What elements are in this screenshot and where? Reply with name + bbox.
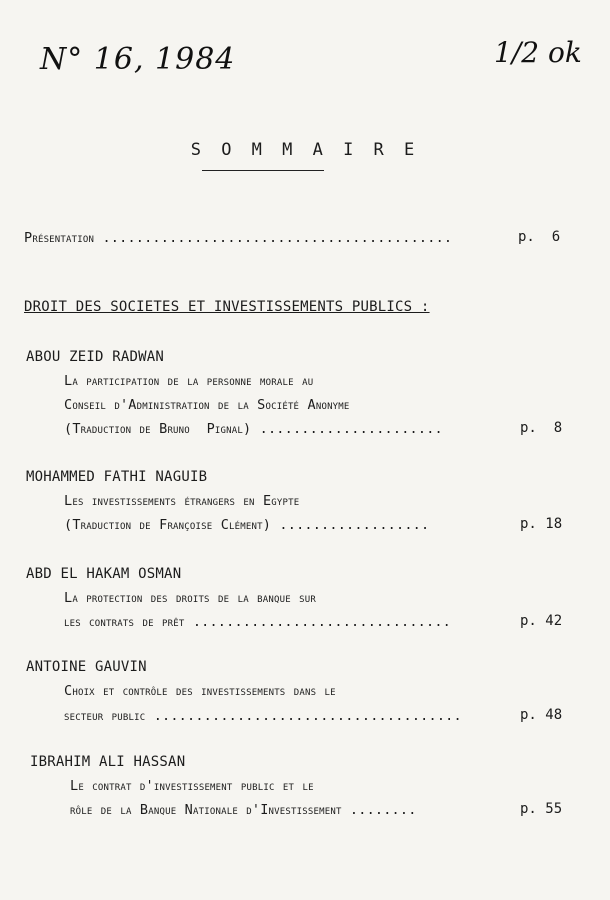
entry-author: ANTOINE GAUVIN xyxy=(26,659,147,675)
entry-title-line: (Traduction de Bruno Pignal) ...................... xyxy=(64,421,443,437)
entry-author: IBRAHIM ALI HASSAN xyxy=(30,754,186,770)
presentation-label: Présentation .......................................... xyxy=(24,230,453,246)
entry-title-line: Conseil d'Administration de la Société Anonyme xyxy=(64,397,350,413)
entry-title-line: Les investissements étrangers en Egypte xyxy=(64,493,300,509)
entry-title-line: La participation de la personne morale au xyxy=(64,373,314,389)
entry-title-line: Le contrat d'investissement public et le xyxy=(70,778,314,794)
entry-title-line: rôle de la Banque Nationale d'Investissement ........ xyxy=(70,802,417,818)
entry-title-line: Choix et contrôle des investissements dans le xyxy=(64,683,336,699)
entry-page: p. 8 xyxy=(520,420,563,436)
entry-author: ABOU ZEID RADWAN xyxy=(26,349,165,365)
handwritten-note: 1/2 ok xyxy=(494,36,582,69)
entry-title-line: (Traduction de Françoise Clément) .................. xyxy=(64,517,430,533)
page-title: S O M M A I R E xyxy=(190,140,420,160)
entry-author: ABD EL HAKAM OSMAN xyxy=(26,566,182,582)
entry-title-line: les contrats de prêt ............................... xyxy=(64,614,451,630)
entry-page: p. 18 xyxy=(520,516,563,532)
entry-page: p. 55 xyxy=(520,801,563,817)
entry-author: MOHAMMED FATHI NAGUIB xyxy=(26,469,208,485)
presentation-page: p. 6 xyxy=(518,229,561,245)
entry-page: p. 42 xyxy=(520,613,563,629)
handwritten-issue-number: N° 16, 1984 xyxy=(40,42,236,77)
entry-title-line: secteur public ..................................... xyxy=(64,708,462,724)
entry-page: p. 48 xyxy=(520,707,563,723)
title-underline xyxy=(202,170,324,171)
entry-title-line: La protection des droits de la banque sur xyxy=(64,590,317,606)
section-heading: DROIT DES SOCIETES ET INVESTISSEMENTS PUBLICS : xyxy=(24,299,430,315)
